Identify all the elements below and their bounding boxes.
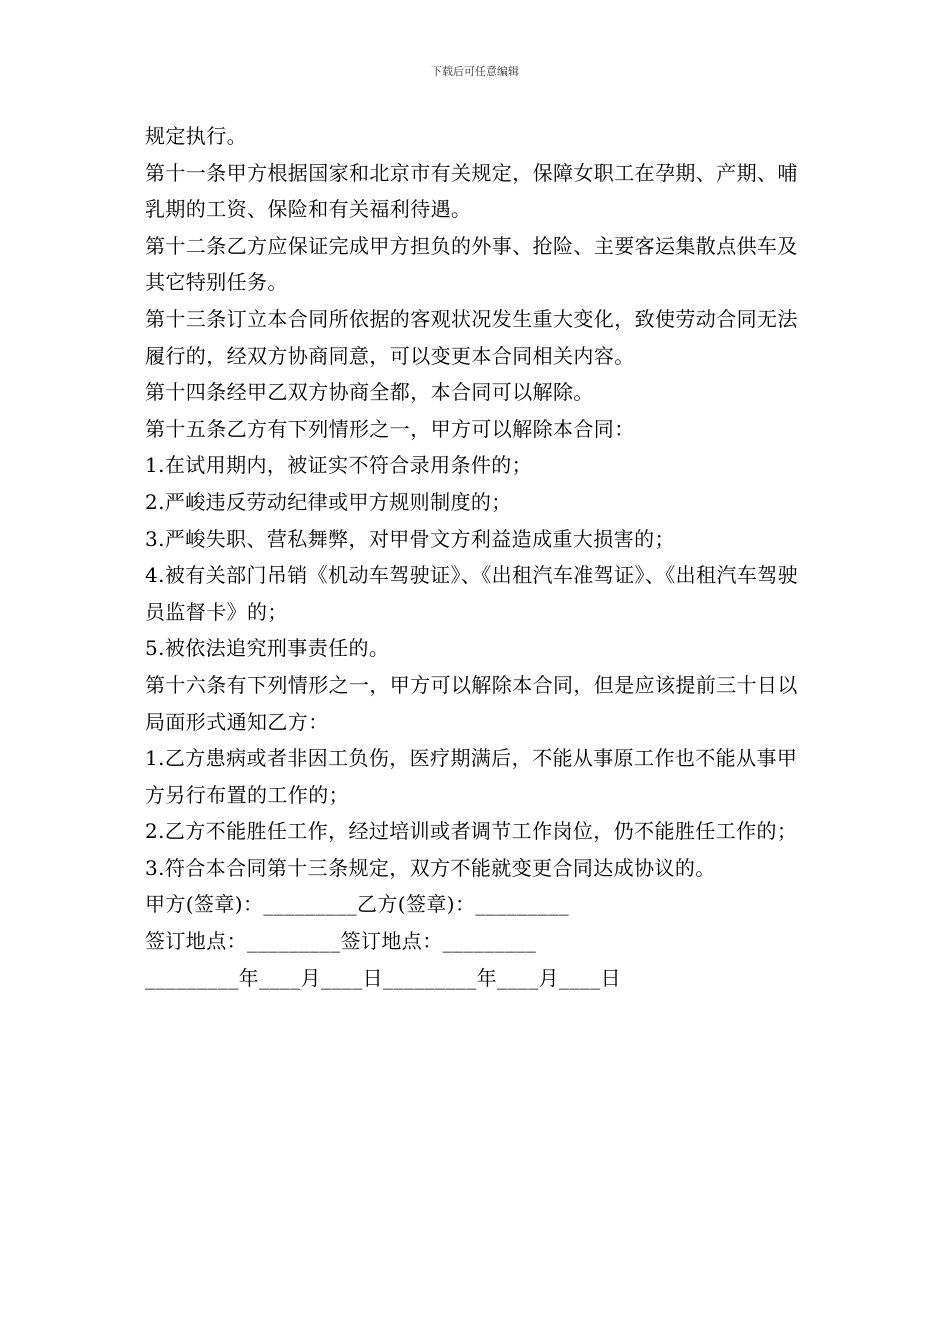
article-15-item-4: 4.被有关部门吊销《机动车驾驶证》、《出租汽车准驾证》、《出租汽车驾驶员监督卡》的； xyxy=(145,563,799,624)
article-15-item-2: 2.严峻违反劳动纪律或甲方规则制度的； xyxy=(145,489,512,514)
signing-date-line: _________年____月____日_________年____月____日 xyxy=(145,965,621,990)
article-16-item-2: 2.乙方不能胜任工作，经过培训或者调节工作岗位，仍不能胜任工作的； xyxy=(145,819,798,844)
article-15-item-5: 5.被依法追究刑事责任的。 xyxy=(145,636,390,661)
signing-location-line: 签订地点：_________签订地点：_________ xyxy=(145,929,537,954)
page-header: 下载后可任意编辑 xyxy=(431,65,519,78)
article-15-item-1: 1.在试用期内，被证实不符合录用条件的； xyxy=(145,453,533,478)
article-14: 第十四条经甲乙双方协商全都，本合同可以解除。 xyxy=(145,380,594,405)
document-body xyxy=(145,118,807,996)
article-16-item-1: 1.乙方患病或者非因工负伤，医疗期满后，不能从事原工作也不能从事甲方另行布置的工作的； xyxy=(145,746,798,807)
signature-line: 甲方(签章)：_________乙方(签章)：_________ xyxy=(145,892,570,917)
article-15: 第十五条乙方有下列情形之一，甲方可以解除本合同： xyxy=(145,416,635,441)
article-13: 第十三条订立本合同所依据的客观状况发生重大变化，致使劳动合同无法履行的，经双方协商同意，可以变更本合同相关内容。 xyxy=(145,306,798,368)
paragraph-continuation: 规定执行。 xyxy=(145,124,247,148)
article-15-item-3: 3.严峻失职、营私舞弊，对甲骨文方利益造成重大损害的； xyxy=(145,526,675,551)
article-16: 第十六条有下列情形之一，甲方可以解除本合同，但是应该提前三十日以局面形式通知乙方： xyxy=(145,672,798,734)
article-11: 第十一条甲方根据国家和北京市有关规定，保障女职工在孕期、产期、哺乳期的工资、保险和有关福利待遇。 xyxy=(145,160,798,222)
article-16-item-3: 3.符合本合同第十三条规定，双方不能就变更合同达成协议的。 xyxy=(145,855,716,880)
article-12: 第十二条乙方应保证完成甲方担负的外事、抢险、主要客运集散点供车及其它特别任务。 xyxy=(145,233,798,295)
